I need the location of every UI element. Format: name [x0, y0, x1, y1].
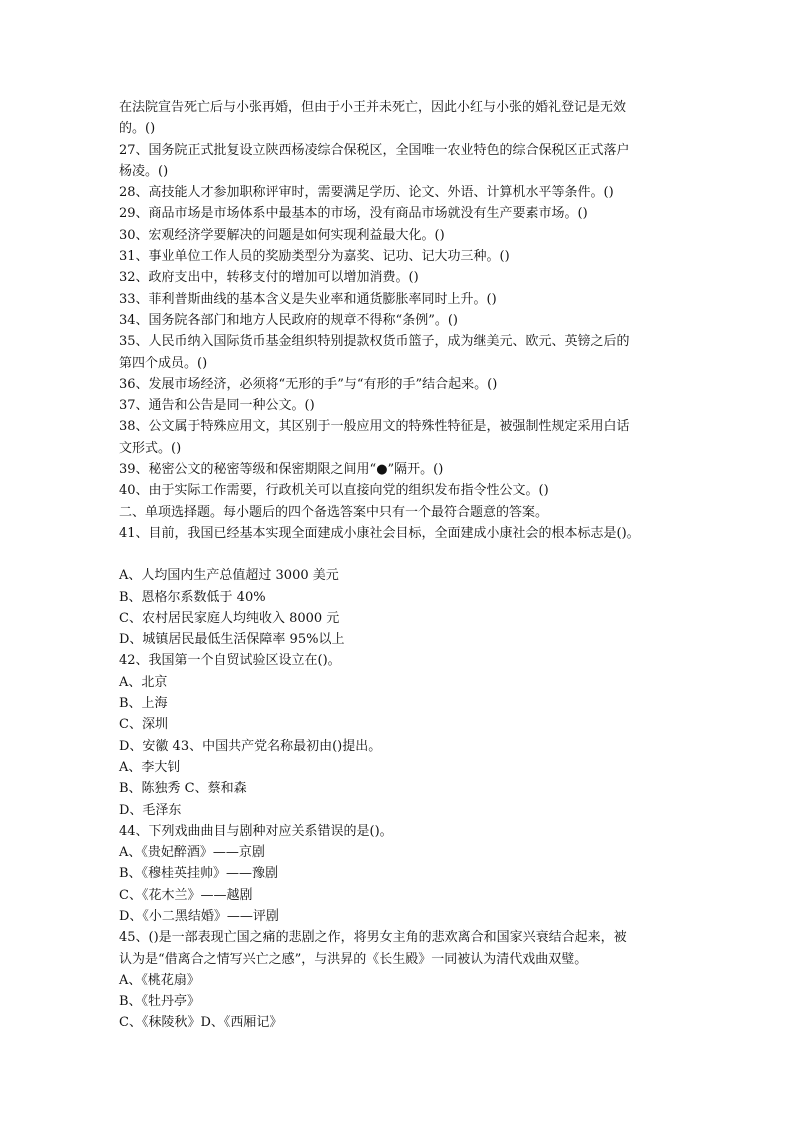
question-38: 38、公文属于特殊应用文，其区别于一般应用文的特殊性特征是，被强制性规定采用白话 [119, 419, 630, 435]
option-line: B、陈独秀 C、蔡和森 [119, 781, 247, 797]
option-line: A、李大钊 [119, 759, 181, 775]
text-line: 第四个成员。() [119, 355, 208, 371]
option-line: D、《小二黑结婚》——评剧 [119, 908, 279, 924]
option-line: D、城镇居民最低生活保障率 95%以上 [119, 632, 345, 648]
option-line: B、《牡丹亭》 [119, 994, 201, 1010]
option-line: C、《秣陵秋》D、《西厢记》 [119, 1015, 283, 1031]
question-34: 34、国务院各部门和地方人民政府的规章不得称“条例”。() [119, 312, 458, 328]
question-32: 32、政府支出中，转移支付的增加可以增加消费。() [119, 270, 419, 286]
option-line: C、深圳 [119, 717, 168, 733]
question-39: 39、秘密公文的秘密等级和保密期限之间用“●”隔开。() [119, 462, 444, 478]
question-45: 45、()是一部表现亡国之痛的悲剧之作，将男女主角的悲欢离合和国家兴衰结合起来，被 [119, 930, 627, 946]
option-line: A、《桃花扇》 [119, 972, 200, 988]
text-line: 杨凌。() [119, 163, 169, 179]
question-37: 37、通告和公告是同一种公文。() [119, 398, 315, 414]
document-body [119, 97, 679, 1034]
blank-line [119, 544, 679, 565]
question-36: 36、发展市场经济，必须将“无形的手”与“有形的手”结合起来。() [119, 376, 498, 392]
question-30: 30、宏观经济学要解决的问题是如何实现利益最大化。() [119, 227, 445, 243]
question-29: 29、商品市场是市场体系中最基本的市场，没有商品市场就没有生产要素市场。() [119, 206, 588, 222]
section-heading: 二、单项选择题。每小题后的四个备选答案中只有一个最符合题意的答案。 [119, 504, 549, 520]
question-35: 35、人民币纳入国际货币基金组织特别提款权货币篮子，成为继美元、欧元、英镑之后的 [119, 334, 630, 350]
option-line: B、《穆桂英挂帅》——豫剧 [119, 866, 279, 882]
option-line: A、《贵妃醉酒》——京剧 [119, 845, 265, 861]
option-line: D、毛泽东 [119, 802, 182, 818]
question-40: 40、由于实际工作需要，行政机关可以直接向党的组织发布指令性公文。() [119, 483, 549, 499]
question-33: 33、菲利普斯曲线的基本含义是失业率和通货膨胀率同时上升。() [119, 291, 497, 307]
question-41: 41、目前，我国已经基本实现全面建成小康社会目标，全面建成小康社会的根本标志是()。 [119, 525, 640, 541]
option-line: B、上海 [119, 696, 168, 712]
question-44: 44、下列戏曲曲目与剧种对应关系错误的是()。 [119, 823, 393, 839]
option-line: B、恩格尔系数低于 40% [119, 589, 266, 605]
option-line: C、农村居民家庭人均纯收入 8000 元 [119, 610, 340, 626]
text-line: 在法院宣告死亡后与小张再婚，但由于小王并未死亡，因此小红与小张的婚礼登记是无效 [119, 100, 627, 115]
text-line: 认为是“借离合之情写兴亡之感”，与洪昇的《长生殿》一同被认为清代戏曲双璧。 [119, 951, 588, 967]
text-line: 的。() [119, 121, 156, 137]
question-28: 28、高技能人才参加职称评审时，需要满足学历、论文、外语、计算机水平等条件。() [119, 185, 614, 201]
option-line: A、北京 [119, 674, 168, 690]
question-31: 31、事业单位工作人员的奖励类型分为嘉奖、记功、记大功三种。() [119, 249, 510, 265]
question-27: 27、国务院正式批复设立陕西杨凌综合保税区，全国唯一农业特色的综合保税区正式落户 [119, 142, 630, 158]
option-line: C、《花木兰》——越剧 [119, 887, 253, 903]
question-42: 42、我国第一个自贸试验区设立在()。 [119, 653, 341, 669]
text-line: 文形式。() [119, 440, 182, 456]
question-43: D、安徽 43、中国共产党名称最初由()提出。 [119, 738, 382, 754]
option-line: A、人均国内生产总值超过 3000 美元 [119, 568, 339, 584]
